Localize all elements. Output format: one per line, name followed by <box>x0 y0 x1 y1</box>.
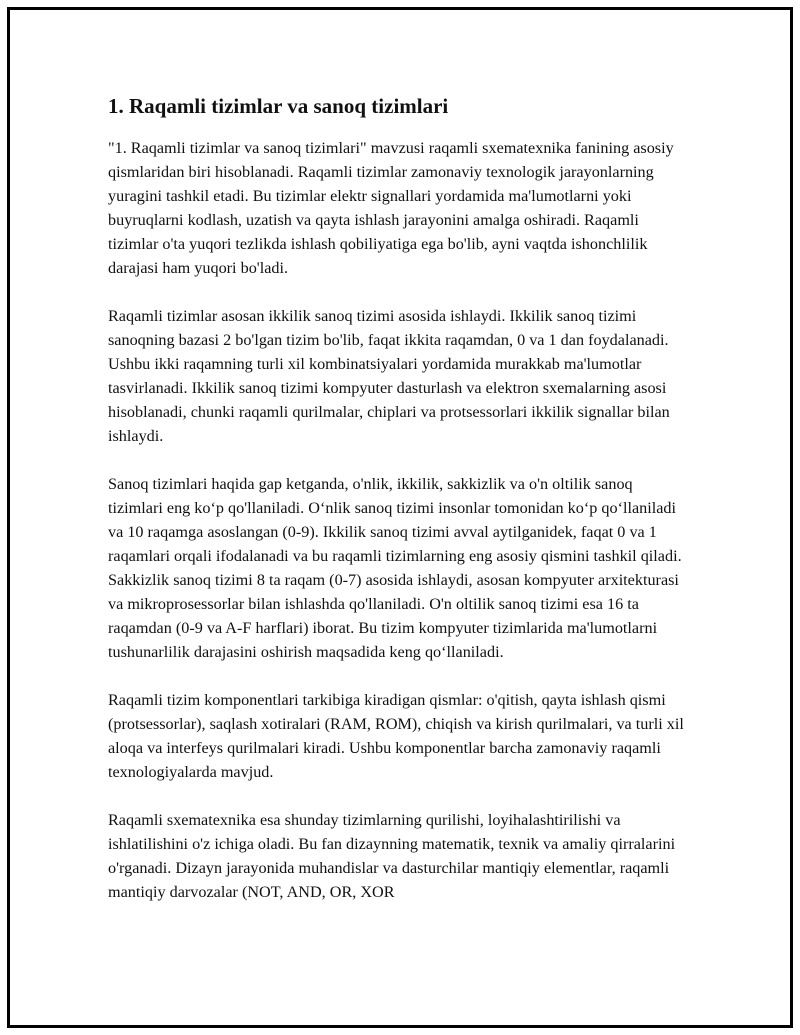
document-title: 1. Raqamli tizimlar va sanoq tizimlari <box>108 94 449 118</box>
document-body <box>108 92 688 928</box>
paragraph: Raqamli sxematexnika esa shunday tizimlarning qurilishi, loyihalashtirilishi va ishlatilishini o'z ichiga oladi. Bu fan dizaynning matematik, texnik va amaliy qirralarini o'rganadi. Dizayn jarayonida muhandislar va dasturchilar mantiqiy elementlar, raqamli mantiqiy darvozalar (NOT, AND, OR, XOR <box>108 811 676 901</box>
paragraph: "1. Raqamli tizimlar va sanoq tizimlari" mavzusi raqamli sxematexnika fanining asosiy qismlaridan biri hisoblanadi. Raqamli tizimlar zamonaviy texnologik jarayonlarning yuragini tashkil etadi. Bu tizimlar elektr signallari yordamida ma'lumotlarni yoki buyruqlarni kodlash, uzatish va qayta ishlash jarayonini amalga oshiradi. Raqamli tizimlar o'ta yuqori tezlikda ishlash qobiliyatiga ega bo'lib, ayni vaqtda ishonchlilik darajasi ham yuqori bo'ladi. <box>108 139 674 277</box>
paragraph: Sanoq tizimlari haqida gap ketganda, o'nlik, ikkilik, sakkizlik va o'n oltilik sanoq tizimlari eng ko‘p qo'llaniladi. O‘nlik sanoq tizimi insonlar tomonidan ko‘p qo‘llaniladi va 10 raqamga asoslangan (0-9). Ikkilik sanoq tizimi avval aytilganidek, faqat 0 va 1 raqamlari orqali ifodalanadi va bu raqamli tizimlarning eng asosiy qismini tashkil qiladi. Sakkizlik sanoq tizimi 8 ta raqam (0-7) asosida ishlaydi, asosan kompyuter arxitekturasi va mikroprosessorlar bilan ishlashda qo'llaniladi. O'n oltilik sanoq tizimi esa 16 ta raqamdan (0-9 va A-F harflari) iborat. Bu tizim kompyuter tizimlarida ma'lumotlarni tushunarlilik darajasini oshirish maqsadida keng qo‘llaniladi. <box>108 475 682 661</box>
paragraph: Raqamli tizimlar asosan ikkilik sanoq tizimi asosida ishlaydi. Ikkilik sanoq tizimi sanoqning bazasi 2 bo'lgan tizim bo'lib, faqat ikkita raqamdan, 0 va 1 dan foydalanadi. Ushbu ikki raqamning turli xil kombinatsiyalari yordamida murakkab ma'lumotlar tasvirlanadi. Ikkilik sanoq tizimi kompyuter dasturlash va elektron sxemalarning asosi hisoblanadi, chunki raqamli qurilmalar, chiplari va protsessorlari ikkilik signallar bilan ishlaydi. <box>108 307 670 445</box>
paragraph: Raqamli tizim komponentlari tarkibiga kiradigan qismlar: o'qitish, qayta ishlash qismi (protsessorlar), saqlash xotiralari (RAM, ROM), chiqish va kirish qurilmalari, va turli xil aloqa va interfeys qurilmalari kiradi. Ushbu komponentlar barcha zamonaviy raqamli texnologiyalarda mavjud. <box>108 691 684 781</box>
